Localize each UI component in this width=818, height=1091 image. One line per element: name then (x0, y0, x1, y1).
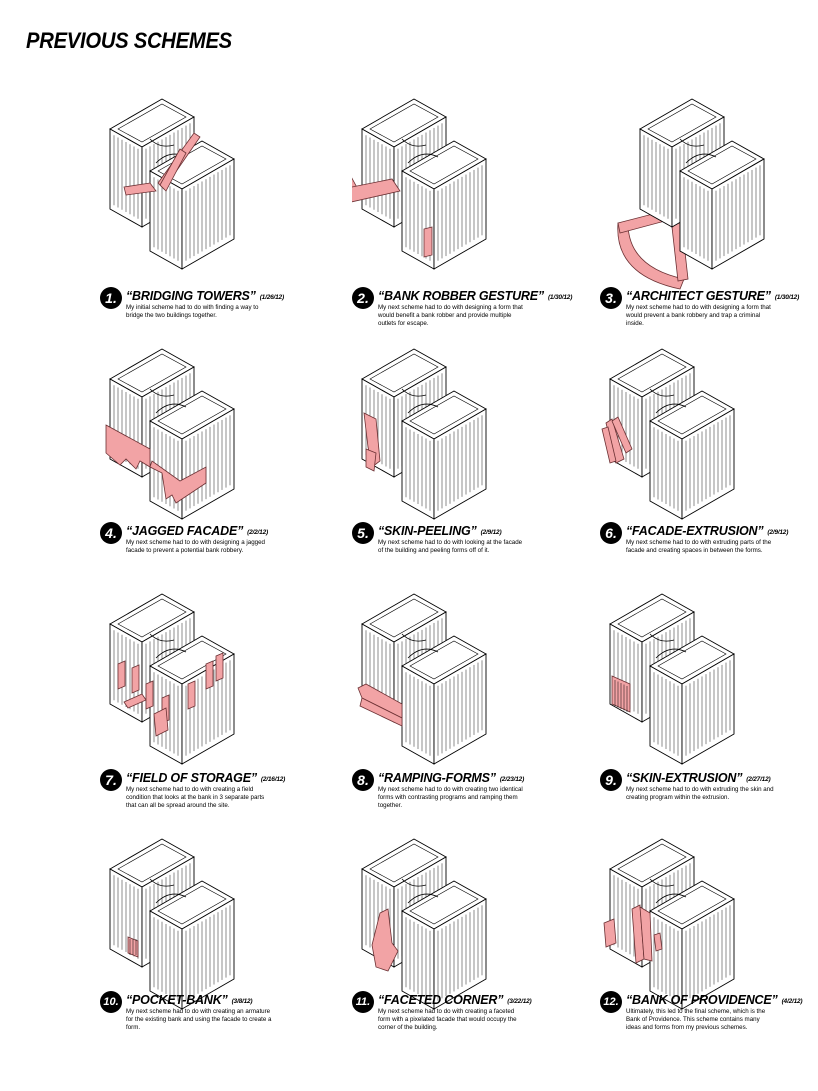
scheme-date: (2/2/12) (247, 529, 268, 536)
scheme-description: My next scheme had to do with looking at the facade of the building and peeling forms off of it. (378, 539, 523, 554)
scheme-title (126, 993, 252, 1007)
scheme-title-text: “SKIN-EXTRUSION” (626, 771, 743, 785)
scheme-title (378, 771, 524, 785)
scheme-number-badge: 5. (352, 522, 374, 544)
scheme-drawing (100, 345, 330, 545)
scheme-title-text: “JAGGED FACADE” (126, 524, 244, 538)
scheme-description: My next scheme had to do with designing a form that would prevent a bank robbery and trap a criminal inside. (626, 304, 771, 327)
scheme-number-badge: 7. (100, 769, 122, 791)
scheme-number-badge: 9. (600, 769, 622, 791)
scheme-title (126, 524, 268, 538)
scheme-title-text: “FACETED CORNER” (378, 993, 504, 1007)
scheme-caption (600, 522, 818, 582)
scheme-title (126, 771, 285, 785)
scheme-title-text: “RAMPING-FORMS” (378, 771, 496, 785)
scheme-drawing (600, 95, 818, 295)
scheme-drawing (600, 345, 818, 545)
scheme-date: (2/9/12) (767, 529, 789, 536)
page-title: PREVIOUS SCHEMES (26, 28, 232, 53)
scheme-caption (352, 522, 592, 582)
scheme-description: My next scheme had to do with extruding parts of the facade and creating spaces in between the forms. (626, 539, 772, 554)
scheme-drawing (352, 95, 582, 295)
scheme-number-badge: 3. (600, 287, 622, 309)
scheme-title-text: “FACADE-EXTRUSION” (626, 524, 764, 538)
scheme-title-text: “BRIDGING TOWERS” (126, 289, 256, 303)
scheme-date: (3/8/12) (231, 998, 253, 1005)
scheme-drawing (100, 590, 330, 790)
scheme-description: My next scheme had to do with extruding the skin and creating program within the extrusion. (626, 786, 774, 801)
scheme-number-badge: 2. (352, 287, 374, 309)
scheme-date: (4/2/12) (781, 998, 803, 1005)
scheme-title (378, 993, 532, 1007)
scheme-number-badge: 6. (600, 522, 622, 544)
scheme-caption (352, 769, 592, 829)
scheme-drawing (352, 590, 582, 790)
scheme-date: (1/30/12) (547, 294, 573, 301)
scheme-title-text: “BANK OF PROVIDENCE” (626, 993, 778, 1007)
scheme-number-badge: 11. (352, 991, 374, 1013)
scheme-date: (3/22/12) (507, 998, 532, 1005)
scheme-description: My next scheme had to do with designing a form that would benefit a bank robber and provide multiple outlets for escape. (378, 304, 523, 327)
scheme-title (626, 993, 802, 1007)
scheme-description: My next scheme had to do with creating an armature for the existing bank and using the facade to create a form. (126, 1008, 272, 1031)
scheme-number-badge: 8. (352, 769, 374, 791)
scheme-caption (352, 287, 592, 347)
scheme-title (378, 289, 572, 303)
scheme-drawing (352, 345, 582, 545)
scheme-date: (2/27/12) (746, 776, 771, 783)
scheme-date: (1/30/12) (774, 294, 800, 301)
scheme-number-badge: 1. (100, 287, 122, 309)
scheme-caption (100, 991, 340, 1051)
scheme-title (626, 289, 799, 303)
scheme-title-text: “SKIN-PEELING” (378, 524, 477, 538)
scheme-number-badge: 12. (600, 991, 622, 1013)
scheme-title-text: “ARCHITECT GESTURE” (626, 289, 771, 303)
scheme-date: (2/23/12) (499, 776, 525, 783)
scheme-description: My next scheme had to do with creating two identical forms with contrasting programs and ramping them together. (378, 786, 523, 809)
scheme-caption (600, 287, 818, 347)
scheme-description: My next scheme had to do with designing a jagged facade to prevent a potential bank robbery. (126, 539, 265, 554)
scheme-title-text: “POCKET-BANK” (126, 993, 228, 1007)
scheme-drawing (100, 95, 330, 295)
scheme-date: (1/26/12) (259, 294, 284, 301)
scheme-drawing (600, 590, 818, 790)
scheme-date: (2/16/12) (260, 776, 286, 783)
scheme-title-text: “FIELD OF STORAGE” (126, 771, 257, 785)
scheme-caption (100, 287, 340, 347)
scheme-description: My next scheme had to do with creating a field condition that looks at the bank in 3 separate parts that can all be spread around the site. (126, 786, 265, 809)
scheme-title-text: “BANK ROBBER GESTURE” (378, 289, 544, 303)
scheme-caption (100, 769, 340, 829)
scheme-caption (600, 991, 818, 1051)
scheme-date: (2/9/12) (480, 529, 502, 536)
scheme-caption (600, 769, 818, 829)
scheme-description: My initial scheme had to do with finding a way to bridge the two buildings together. (126, 304, 259, 319)
scheme-title (626, 524, 788, 538)
scheme-description: My next scheme had to do with creating a faceted form with a pixelated facade that would occupy the corner of the building. (378, 1008, 517, 1031)
scheme-title (126, 289, 284, 303)
scheme-caption (352, 991, 592, 1051)
scheme-number-badge: 10. (100, 991, 122, 1013)
scheme-number-badge: 4. (100, 522, 122, 544)
scheme-caption (100, 522, 340, 582)
scheme-description: Ultimately, this led to the final scheme, which is the Bank of Providence. This scheme contains many ideas and forms from my previous schemes. (626, 1008, 766, 1031)
scheme-title (378, 524, 501, 538)
scheme-title (626, 771, 770, 785)
